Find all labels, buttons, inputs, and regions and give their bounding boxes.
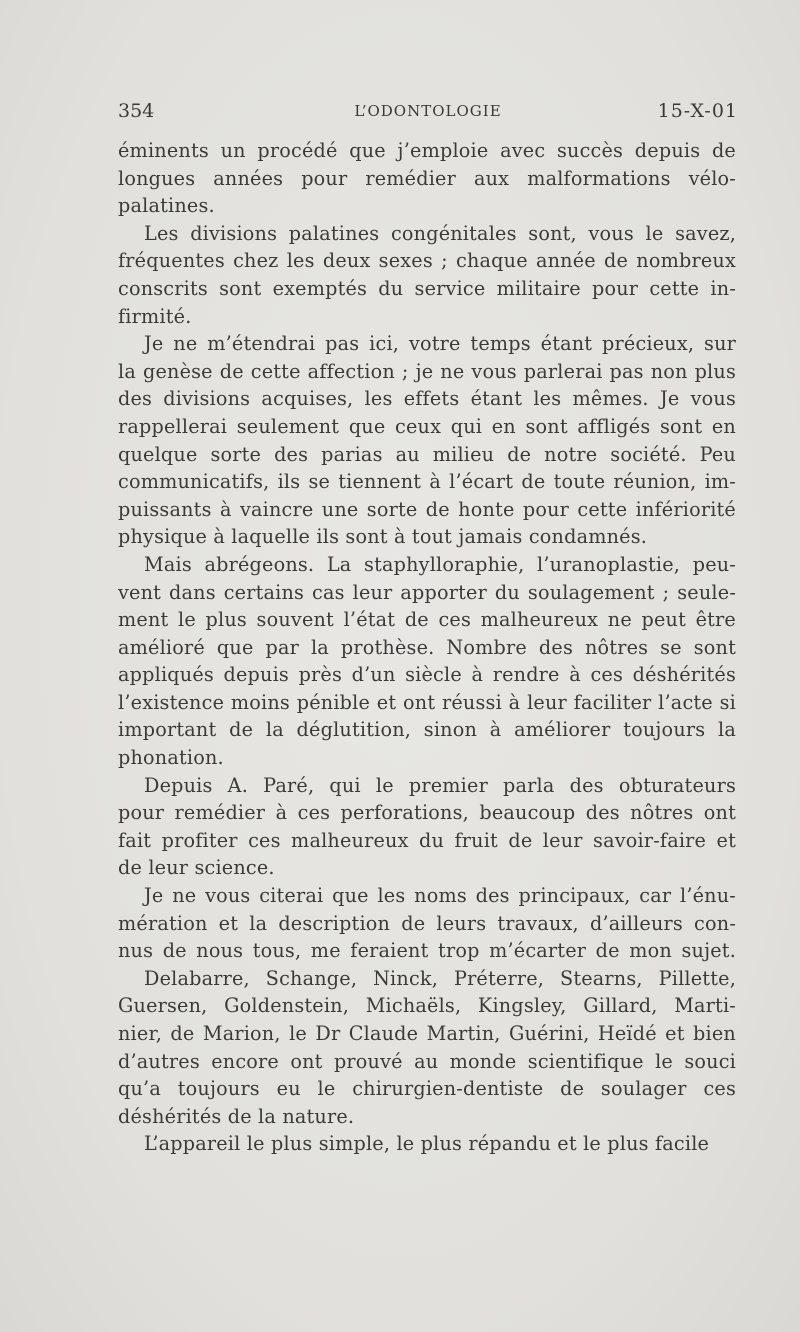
text-line: nier, de Marion, le Dr Claude Martin, Guérini, Heïdé et bien [118,1022,736,1045]
text-line: de leur science. [118,856,275,880]
text-line: important de la déglutition, sinon à améliorer toujours la [118,718,736,742]
text-line: fait profiter ces malheureux du fruit de leur savoir-faire et [118,828,736,852]
text-line: Delabarre, Schange, Ninck, Préterre, Stearns, Pillette, [144,966,736,990]
text-line: L’appareil le plus simple, le plus répandu et le plus facile [144,1132,710,1156]
running-head [118,100,738,130]
text-line: rappellerai seulement que ceux qui en sont affligés sont en [118,414,736,438]
text-line: d’autres encore ont prouvé au monde scientifique le souci [118,1049,736,1073]
text-line: nus de nous tous, me feraient trop m’écarter de mon sujet. [118,939,736,963]
text-line: Les divisions palatines congénitales sont, vous le savez, [144,221,736,245]
issue-date: 15-X-01 [657,100,738,122]
text-line: physique à laquelle ils sont à tout jamais condamnés. [118,525,648,549]
text-line: firmité. [118,304,192,328]
text-line: Depuis A. Paré, qui le premier parla des obturateurs [144,773,736,797]
text-line: vent dans certains cas leur apporter du soulagement ; seule- [118,580,736,604]
text-line: communicatifs, ils se tiennent à l’écart de toute réunion, im- [118,470,736,494]
text-line: Mais abrégeons. La staphylloraphie, l’uranoplastie, peu- [144,552,736,576]
text-line: ment le plus souvent l’état de ces malheureux ne peut être [118,608,736,632]
text-line: quelque sorte des parias au milieu de notre société. Peu [118,442,736,466]
text-line: phonation. [118,746,224,770]
text-line: Je ne m’étendrai pas ici, votre temps étant précieux, sur [144,332,736,356]
text-line: conscrits sont exemptés du service militaire pour cette in- [118,276,736,300]
text-line: fréquentes chez les deux sexes ; chaque année de nombreux [118,249,736,273]
text-line: la genèse de cette affection ; je ne vous parlerai pas non plus [118,359,736,383]
text-line: éminents un procédé que j’emploie avec succès depuis de [118,139,736,162]
journal-title: L’ODONTOLOGIE [354,102,502,120]
text-line: qu’a toujours eu le chirurgien-dentiste de soulager ces [118,1077,736,1101]
text-line: appliqués depuis près d’un siècle à rendre à ces déshérités [118,663,736,687]
text-line: mération et la description de leurs travaux, d’ailleurs con- [118,911,736,935]
text-line: longues années pour remédier aux malformations vélo- [118,166,736,190]
text-line: Guersen, Goldenstein, Michaëls, Kingsley, Gillard, Marti- [118,994,736,1018]
text-line: déshérités de la nature. [118,1104,355,1128]
text-line: amélioré que par la prothèse. Nombre des nôtres se sont [118,635,736,659]
page-number: 354 [118,100,155,122]
text-line: puissants à vaincre une sorte de honte pour cette infériorité [118,497,736,521]
text-line: pour remédier à ces perforations, beaucoup des nôtres ont [118,801,736,825]
text-line: des divisions acquises, les effets étant les mêmes. Je vous [118,387,736,411]
text-line: palatines. [118,194,215,218]
text-line: l’existence moins pénible et ont réussi à leur faciliter l’acte si [118,690,736,714]
text-line: Je ne vous citerai que les noms des principaux, car l’énu- [144,884,736,908]
body-text [118,137,736,1158]
